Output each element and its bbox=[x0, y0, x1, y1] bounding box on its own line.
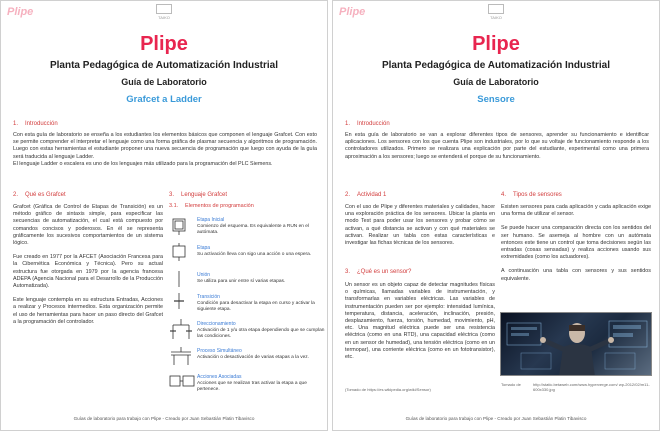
header-logo: Plipe bbox=[7, 6, 34, 18]
section-heading-actividad bbox=[345, 192, 386, 198]
types-paragraph-3: A continuación una tabla con sensores y sus sentidos equivalente. bbox=[501, 268, 651, 282]
element-desc: Acciones que se realizan tras activar la etapa a que pertenece. bbox=[197, 381, 307, 392]
brand-title: Plipe bbox=[472, 33, 520, 55]
intro-paragraph-2: El lenguaje Ladder o escalera es uno de los lenguajes más utilizado para la programación del PLC Siemens. bbox=[13, 160, 273, 167]
subsection-heading-elementos bbox=[169, 203, 254, 209]
header-logo: Plipe bbox=[339, 6, 366, 18]
types-text bbox=[501, 204, 651, 283]
elements-list bbox=[169, 215, 325, 405]
element-desc: Se utiliza para unir entre sí varias etapas. bbox=[197, 279, 286, 284]
section-title: Tipos de sensores bbox=[513, 192, 562, 198]
types-paragraph-1: Existen sensores para cada aplicación y cada aplicación exige una forma de utilizar el sensor. bbox=[501, 204, 651, 218]
step-icon bbox=[169, 243, 189, 261]
sensor-photo bbox=[500, 312, 652, 376]
intro-text bbox=[13, 132, 317, 168]
element-desc: Activación de 1 y/u otra etapa dependiendo que se cumplan las condiciones. bbox=[197, 328, 325, 339]
hologram-illustration bbox=[501, 313, 652, 376]
grafcet-paragraph-2: Fue creado en 1977 por la AFCET (Asociación Francesa para la Cibernética Económica y Técnica). Pero su actual estructura fue otorgada en 1979 por la agencia francesa ADEPA (Agencia Nacional para el Desarrollo de la Producción Automatizada). bbox=[13, 254, 163, 290]
initial-step-icon bbox=[169, 217, 189, 235]
section-number: 2. bbox=[13, 192, 19, 198]
section-number: 1. bbox=[345, 121, 351, 127]
intro-text: En esta guía de laboratorio se van a explorar diferentes tipos de sensores, aprender su funcionamiento e identificar aplicaciones. Los sensores con los que cuenta Plipe son industriales, por lo que su voltaje de funcionamiento responde a los controladores utilizados. Primero se realizara una explicación por parte del estudiante, experimental como una primera aproximación a los sensores; luego se entenderá el porque de su funcionamiento. bbox=[345, 132, 649, 160]
doc-topic: Sensore bbox=[477, 94, 515, 105]
section-number: 3. bbox=[345, 269, 351, 275]
section-title: ¿Qué es un sensor? bbox=[357, 269, 412, 275]
element-title: Direccionamiento bbox=[197, 321, 236, 327]
section-number: 3. bbox=[169, 192, 175, 198]
section-heading-intro bbox=[345, 121, 390, 127]
section-number: 2. bbox=[345, 192, 351, 198]
section-heading-que-es bbox=[13, 192, 66, 198]
element-desc: Activación o desactivación de varias etapas a la vez. bbox=[197, 355, 309, 360]
badge-icon bbox=[156, 4, 172, 14]
branching-icon bbox=[169, 319, 193, 339]
section-number: 4. bbox=[501, 192, 507, 198]
element-title: Proceso Simultáneo bbox=[197, 348, 242, 354]
badge-text: TAIKO bbox=[490, 15, 502, 20]
badge-text: TAIKO bbox=[158, 15, 170, 20]
page-footer: Guías de laboratorio para trabajo con Plipe - Creado por Juan Sebastián Platin Tibavisco bbox=[405, 416, 587, 421]
section-title: Qué es Grafcet bbox=[25, 192, 66, 198]
doc-subtitle: Guía de Laboratorio bbox=[121, 77, 207, 87]
photo-caption-label: Tomado de bbox=[501, 382, 521, 387]
section-number: 1. bbox=[13, 121, 19, 127]
grafcet-paragraph-1: Grafcet (Gráfica de Control de Etapas de Transición) es un método gráfico de sintaxis simple, para especificar las secuencias de automatización, el cual está compuesto por comandos concisos y poderosos. En él se representa gráficamente los sucesivos comportamientos de un sistema lógico. bbox=[13, 204, 163, 247]
badge-icon bbox=[488, 4, 504, 14]
doc-topic: Grafcet a Ladder bbox=[126, 94, 202, 105]
brand-title: Plipe bbox=[140, 33, 188, 55]
section-heading-lenguaje bbox=[169, 192, 227, 198]
grafcet-text bbox=[13, 204, 163, 326]
page-header bbox=[333, 1, 659, 23]
header-badge bbox=[488, 4, 504, 20]
element-desc: Condición para desactivar la etapa en curso y activar la siguiente etapa. bbox=[197, 301, 315, 312]
transition-icon bbox=[169, 293, 189, 309]
section-heading-que-es-sensor bbox=[345, 269, 411, 275]
section-title: Lenguaje Grafcet bbox=[181, 192, 228, 198]
section-heading-intro bbox=[13, 121, 58, 127]
grafcet-paragraph-3: Este lenguaje contempla en su estructura Entradas, Acciones a realizar y Procesos intermedios. Esta organización permite el uso de herramientas para hacer un paso directo del Grafcet a la programación del controlador. bbox=[13, 297, 163, 325]
photo-caption-url: http://static.betaweb.com/www.hyperverge.com/ wp-2012/02/m11-600x330.jpg bbox=[533, 382, 650, 392]
page-header bbox=[1, 1, 327, 23]
section-title: Actividad 1 bbox=[357, 192, 387, 198]
page-grafcet bbox=[0, 0, 328, 431]
element-title: Etapa bbox=[197, 245, 211, 251]
element-title: Transición bbox=[197, 294, 220, 300]
page-footer: Guías de laboratorio para trabajo con Plipe - Creado por Juan Sebastián Platin Tibavisco bbox=[73, 416, 255, 421]
doc-title: Planta Pedagógica de Automatización Industrial bbox=[381, 60, 610, 71]
doc-title: Planta Pedagógica de Automatización Industrial bbox=[49, 60, 278, 71]
activity-text: Con el uso de Plipe y diferentes materiales y calidades, hacer una exploración práctica de los sensores. Ubicar la planta en modo Test para poder usar los sensores y probar cómo se activan, a qué distancia se activan y con qué materiales se activan. Realizar un tabla con estas características e investigar las fichas técnicas de los sensores. bbox=[345, 204, 495, 247]
header-badge bbox=[156, 4, 172, 20]
doc-subtitle: Guía de Laboratorio bbox=[453, 77, 539, 87]
union-icon bbox=[169, 271, 189, 287]
section-number: 3.1. bbox=[169, 203, 179, 209]
simultaneous-process-icon bbox=[169, 347, 193, 365]
intro-paragraph-1: Con esta guía de laboratorio se enseña a los estudiantes los elementos básicos que componen el lenguaje Grafcet. Con esto se permite comprender el interpretar el lenguaje como una forma gráfica de plasmar secuencia y algoritmos de programación. Luego con estas herramientas el estudiante proponer una nueva secuencia de programación que luego con ayuda de la guía será traducida al lenguaje Ladder. bbox=[13, 132, 317, 160]
element-desc: Comienzo del esquema. Es equivalente a RUN en el autómata. bbox=[197, 224, 309, 235]
section-title: Introducción bbox=[357, 121, 390, 127]
associated-actions-icon bbox=[169, 373, 195, 391]
sensor-source: (Tomado de https://es.wikipedia.org/wiki/Sensor) bbox=[345, 387, 431, 392]
types-paragraph-2: Se puede hacer una comparación directa con los sentidos del ser humano. Se asemeja al hombre con un autómata entonces este tiene un control que toma decisiones según las entradas (cosas sensadas) y realiza acciones usando sus extremidades (como los actuadores). bbox=[501, 225, 651, 261]
sensor-definition-text: Un sensor es un objeto capaz de detectar magnitudes físicas o químicas, llamadas variables de instrumentación, y transformarlas en variables eléctricas. Las variables de instrumentación pueden ser por ejemplo: intensidad lumínica, temperatura, distancia, aceleración, inclinación, presión, desplazamiento, fuerza, torsión, humedad, movimiento, pH, etc. Una magnitud eléctrica puede ser una resistencia eléctrica (como en una RTD), una capacidad eléctrica (como en un sensor de humedad), una tensión eléctrica (como en un termopar), una corriente eléctrica (como en un fototransistor), etc. bbox=[345, 282, 495, 361]
element-desc: Su activación lleva con sigo una acción o una espera. bbox=[197, 252, 312, 257]
section-title: Introducción bbox=[25, 121, 58, 127]
element-title: Etapa Inicial bbox=[197, 217, 225, 223]
section-title: Elementos de programación bbox=[185, 203, 254, 209]
element-title: Unión bbox=[197, 272, 211, 278]
section-heading-tipos bbox=[501, 192, 562, 198]
element-title: Acciones Asociadas bbox=[197, 374, 242, 380]
